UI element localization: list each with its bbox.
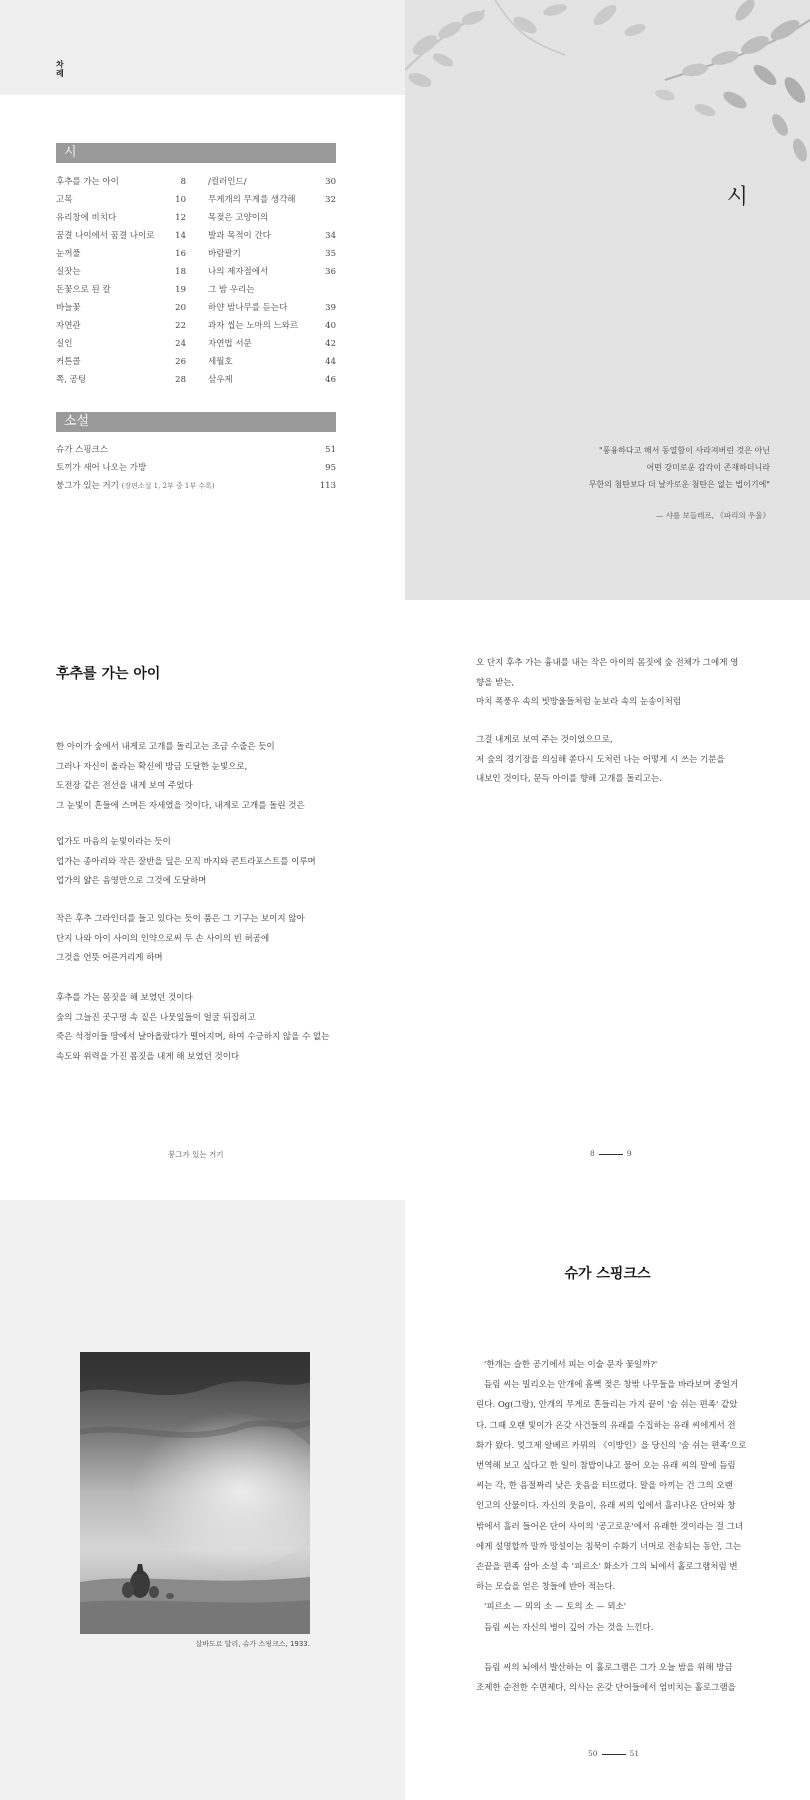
toc-entry — [56, 263, 186, 281]
toc-entry-page: 20 — [175, 303, 186, 313]
painting-caption: 살바도르 달리, 슈가 스핑크스, 1933. — [195, 1640, 310, 1648]
toc-page — [0, 0, 405, 600]
toc-entry — [56, 317, 186, 335]
toc-entry — [208, 299, 336, 317]
toc-entry-title: 발과 목적이 간다 — [208, 231, 271, 241]
folio-left: 50 — [588, 1749, 598, 1758]
poem-line: 업가는 종아리와 작은 잘반을 덮은 모직 바지와 콘트라포스트를 이루며 — [56, 856, 316, 867]
toc-novels — [56, 441, 336, 495]
body-line: 다. 그때 오랜 빛이가 온갖 사건들의 유래를 수집하는 유래 씨에게서 전 — [476, 1420, 736, 1431]
poem-line: 오 단지 후추 가는 흉내를 내는 작은 아이의 몸짓에 숲 전체가 그에게 영 — [476, 658, 739, 668]
toc-entry-title: 자연법 서문 — [208, 339, 252, 349]
toc-entry-title: 붕그가 있는 거기 — [56, 481, 119, 491]
leaf-shadow-decoration — [405, 0, 810, 170]
poem-line: 숲의 그늘진 곳구멍 속 짙은 나뭇잎들이 얼굴 뒤집히고 — [56, 1012, 256, 1023]
toc-entry — [208, 245, 336, 263]
body-line: 조제한 순전한 수면제다, 의사는 온갖 단어들에서 엄비치는 홀로그램을 — [476, 1683, 736, 1694]
toc-entry — [56, 335, 186, 353]
toc-entry-title: 바람팔기 — [208, 249, 241, 259]
toc-spread — [0, 0, 810, 600]
poem-page-left — [0, 600, 405, 1200]
toc-entry — [208, 209, 336, 227]
toc-entry-title: 나의 제자점에서 — [208, 267, 269, 277]
part-intro-page — [405, 0, 810, 600]
toc-entry-page: 18 — [175, 267, 186, 277]
part-title: 시 — [726, 185, 748, 210]
toc-entry-page: 24 — [175, 339, 186, 349]
toc-entry-title: 자연관 — [56, 321, 81, 331]
toc-entry — [56, 209, 186, 227]
toc-entry — [56, 477, 336, 495]
poem-line: 업가의 얇은 음영만으로 그것에 도달하며 — [56, 876, 207, 886]
toc-entry-title: 실인 — [56, 339, 73, 349]
toc-entry-title: 토끼가 새어 나오는 가방 — [56, 463, 147, 473]
toc-entry-title: 실잣는 — [56, 267, 81, 277]
toc-entry-title: 바늘꽃 — [56, 303, 81, 313]
novel-page-left — [0, 1200, 405, 1800]
poem-line: 속도와 위력을 가진 몸짓을 내게 해 보였던 것이다 — [56, 1051, 240, 1062]
poem-line: 죽은 석정이들 땅에서 날아올랐다가 떨어지며, 하여 수긍하지 않을 수 없는 — [56, 1032, 330, 1042]
toc-entry-title: 커튼콜 — [56, 357, 81, 367]
page-folio — [590, 1149, 632, 1158]
poem-line: 저 숲의 경기장을 의심해 쏟다시 도처런 나는 어떻게 시 쓰는 기분을 — [476, 754, 725, 765]
poem-line: 한 아이가 숲에서 내게로 고개를 돌리고는 조금 수줍은 듯이 — [56, 742, 275, 752]
body-line: 화가 왔다. 엊그제 알베르 카뮈의 《이방인》을 당신의 '숨 쉬는 편족'으로 — [476, 1440, 747, 1451]
toc-entry — [56, 353, 186, 371]
poem-line: 작은 후추 그라인더를 들고 있다는 듯이 품은 그 기구는 보이지 않아 — [56, 914, 305, 924]
toc-entry — [56, 459, 336, 477]
toc-entry-page: 30 — [325, 177, 336, 187]
running-footer-book-title: 붕그가 있는 거기 — [168, 1150, 224, 1159]
body-line: 듬림 씨의 뇌에서 발산하는 이 홀로그램은 그가 오늘 밤을 위해 방금 — [484, 1662, 733, 1673]
toc-entry-title: 무게개의 무게를 생각해 — [208, 195, 296, 205]
toc-entry-page: 40 — [325, 321, 336, 331]
body-line: 린다. Og(그랑), 안개의 무게로 흔들리는 가지 끝이 '숨 쉬는 편족' 같았 — [476, 1400, 738, 1411]
toc-entry — [56, 245, 186, 263]
page-folio — [588, 1749, 639, 1758]
novel-body — [476, 1355, 764, 1698]
poem-line: 도전장 같은 전선을 내게 보여 주었다 — [56, 781, 193, 791]
body-line: 듬림 씨는 자신의 병이 깊어 가는 것을 느낀다. — [484, 1622, 654, 1633]
toc-entry — [208, 173, 336, 191]
toc-entry-page: 34 — [325, 231, 336, 241]
toc-entry — [208, 335, 336, 353]
body-line: '피르소 — 뫼의 소 — 토의 소 — 뫼소' — [484, 1602, 627, 1613]
toc-entry-title: 쪽, 공팅 — [56, 375, 87, 385]
toc-entry-title: 꿈결 나이에서 꿈결 나이로 — [56, 231, 155, 241]
toc-entry-page: 10 — [175, 195, 186, 205]
painting-image — [80, 1352, 310, 1634]
body-line: 인고의 산물이다. 자신의 웃음이, 유래 씨의 입에서 흘러나온 단어와 창 — [476, 1501, 736, 1512]
toc-entry-title: 세월호 — [208, 357, 233, 367]
novel-title: 슈가 스핑크스 — [564, 1266, 651, 1282]
toc-entry-title: /컬러인드/ — [208, 177, 247, 187]
poem-line: 내보인 것이다, 문득 아이를 향해 고개를 돌리고는. — [476, 774, 662, 784]
folio-right: 9 — [626, 1149, 632, 1158]
folio-rule — [602, 1754, 626, 1755]
poem-stanza — [476, 731, 776, 790]
toc-entry-title: 고목 — [56, 195, 73, 205]
section-bar-poem: 시 — [56, 143, 336, 163]
toc-entry-title: 후추를 가는 아이 — [56, 177, 119, 187]
toc-entry — [208, 317, 336, 335]
folio-left: 8 — [590, 1149, 595, 1158]
toc-entry — [208, 353, 336, 371]
toc-entry-page: 51 — [325, 445, 336, 455]
toc-header-band — [0, 0, 405, 95]
toc-entry — [208, 191, 336, 209]
epigraph-source: — 샤를 보들레르, 《파리의 우울》 — [655, 511, 770, 520]
poem-stanza — [56, 833, 356, 892]
poem-line: 그것을 언뜻 어른거리게 하며 — [56, 953, 163, 963]
toc-entry-title: 그 밤 우리는 — [208, 285, 255, 295]
toc-entry-page: 22 — [175, 321, 186, 331]
body-line: 번역해 보고 싶다고 한 일이 참밥이냐고 물어 오는 유래 씨의 말에 듬림 — [476, 1461, 736, 1472]
toc-entry-page: 35 — [325, 249, 336, 259]
toc-entry-title: 돈꽃으로 된 칼 — [56, 285, 111, 295]
toc-poems-right — [208, 173, 336, 389]
folio-right: 51 — [629, 1749, 640, 1758]
toc-entry-subtitle: (장편소설 1, 2부 중 1부 수록) — [121, 482, 215, 490]
poem-stanza — [56, 738, 356, 816]
poem-stanza — [56, 910, 356, 969]
toc-entry-title: 과자 씹는 노마의 느와르 — [208, 321, 299, 331]
toc-entry-page: 16 — [175, 249, 186, 259]
novel-spread — [0, 1200, 810, 1800]
poem-line: 후추를 가는 몸짓을 해 보였던 것이다 — [56, 993, 193, 1003]
toc-entry — [56, 227, 186, 245]
toc-entry — [56, 371, 186, 389]
poem-line: 마치 폭풍우 속의 빗방울들처럼 눈보라 속의 눈송이처럼 — [476, 697, 682, 707]
paragraph-gap — [476, 1638, 764, 1658]
toc-entry-title: 유리창에 비치다 — [56, 213, 117, 223]
toc-entry-page: 26 — [175, 357, 186, 367]
toc-entry-page: 42 — [325, 339, 336, 349]
poem-line: 그걸 내게로 보여 주는 것이었으므로, — [476, 735, 613, 745]
body-line: 밖에서 흘러 들어온 단어 사이의 '공고로운'에서 유래한 것이라는 걸 그녀 — [476, 1521, 744, 1532]
body-line: 씨는 각, 한 음절짜리 낮은 웃음을 터뜨렸다. 말을 아끼는 건 그의 오랜 — [476, 1481, 733, 1492]
toc-poems-left — [56, 173, 186, 389]
epigraph-line: 어떤 강미로운 감각이 존재하더니라 — [646, 463, 770, 472]
section-bar-novel: 소설 — [56, 412, 336, 432]
toc-entry-title-group — [56, 477, 215, 495]
toc-entry-page: 39 — [325, 303, 336, 313]
toc-entry-page: 12 — [175, 213, 186, 223]
toc-entry-title-group — [56, 459, 146, 477]
toc-entry-page: 14 — [175, 231, 186, 241]
toc-entry-page: 19 — [175, 285, 186, 295]
body-line: '한개는 슬한 공기에서 피는 이술 문자 꽃일까?' — [484, 1360, 658, 1370]
toc-entry-title-group — [56, 441, 108, 459]
toc-entry-page: 95 — [325, 463, 336, 473]
body-line: 에게 설명할까 말까 망설이는 침묵이 수화기 너머로 전송되는 동안, 그는 — [476, 1541, 742, 1552]
poem-line: 그러나 자신이 올라는 확신에 방금 도달한 눈빛으로, — [56, 761, 248, 772]
poem-spread — [0, 600, 810, 1200]
folio-rule — [599, 1154, 623, 1155]
poem-title: 후추를 가는 아이 — [56, 666, 161, 682]
toc-entry-page: 46 — [325, 375, 336, 385]
toc-label: 차례 — [56, 59, 64, 78]
toc-entry-page: 113 — [319, 481, 336, 491]
poem-line: 업가도 마음의 눈빛이라는 듯이 — [56, 837, 171, 847]
epigraph — [510, 442, 770, 493]
toc-entry-page: 28 — [175, 375, 186, 385]
toc-entry — [208, 227, 336, 245]
toc-entry — [208, 371, 336, 389]
toc-entry — [56, 191, 186, 209]
toc-entry-title: 목젖은 고양이의 — [208, 213, 269, 223]
toc-entry-page: 44 — [325, 357, 336, 367]
toc-entry — [208, 281, 336, 299]
toc-entry — [56, 441, 336, 459]
toc-entry-title: 하얀 밤나무를 듣는다 — [208, 303, 288, 313]
body-line: 하는 모습을 얻은 창들에 반아 적는다. — [476, 1582, 616, 1593]
poem-stanza — [56, 989, 356, 1067]
toc-entry-title: 눈꺼풀 — [56, 249, 81, 259]
poem-stanza — [476, 654, 776, 713]
toc-entry-page: 8 — [180, 177, 186, 187]
poem-line: 그 눈빛이 흔들에 스며든 자세였을 것이다, 내게로 고개를 돌린 것은 — [56, 800, 305, 811]
epigraph-line: 무한의 첨탄보다 더 날카로운 첨탄은 없는 법이기에" — [588, 480, 770, 489]
toc-entry-title: 슈가 스핑크스 — [56, 445, 108, 455]
epigraph-line: "풍융하다고 해서 동열함이 사라져버린 것은 아닌 — [599, 446, 770, 455]
toc-entry-page: 36 — [325, 267, 336, 277]
poem-line: 단지 나와 아이 사이의 인약으로써 두 손 사이의 빈 허공에 — [56, 933, 270, 944]
toc-entry — [56, 299, 186, 317]
body-line: 손끝을 편족 삼아 소설 속 '피르소' 화소가 그의 뇌에서 홀로그램처럼 변 — [476, 1562, 738, 1573]
poem-line: 향을 받는, — [476, 677, 515, 688]
toc-entry-page: 32 — [325, 195, 336, 205]
toc-entry-title: 삼우제 — [208, 375, 233, 385]
toc-entry — [208, 263, 336, 281]
body-line: 듬림 씨는 빌리오는 안개에 흠뻑 젖은 창밖 나무들을 바라보며 중얼거 — [484, 1380, 739, 1391]
toc-entry — [56, 281, 186, 299]
toc-entry — [56, 173, 186, 191]
